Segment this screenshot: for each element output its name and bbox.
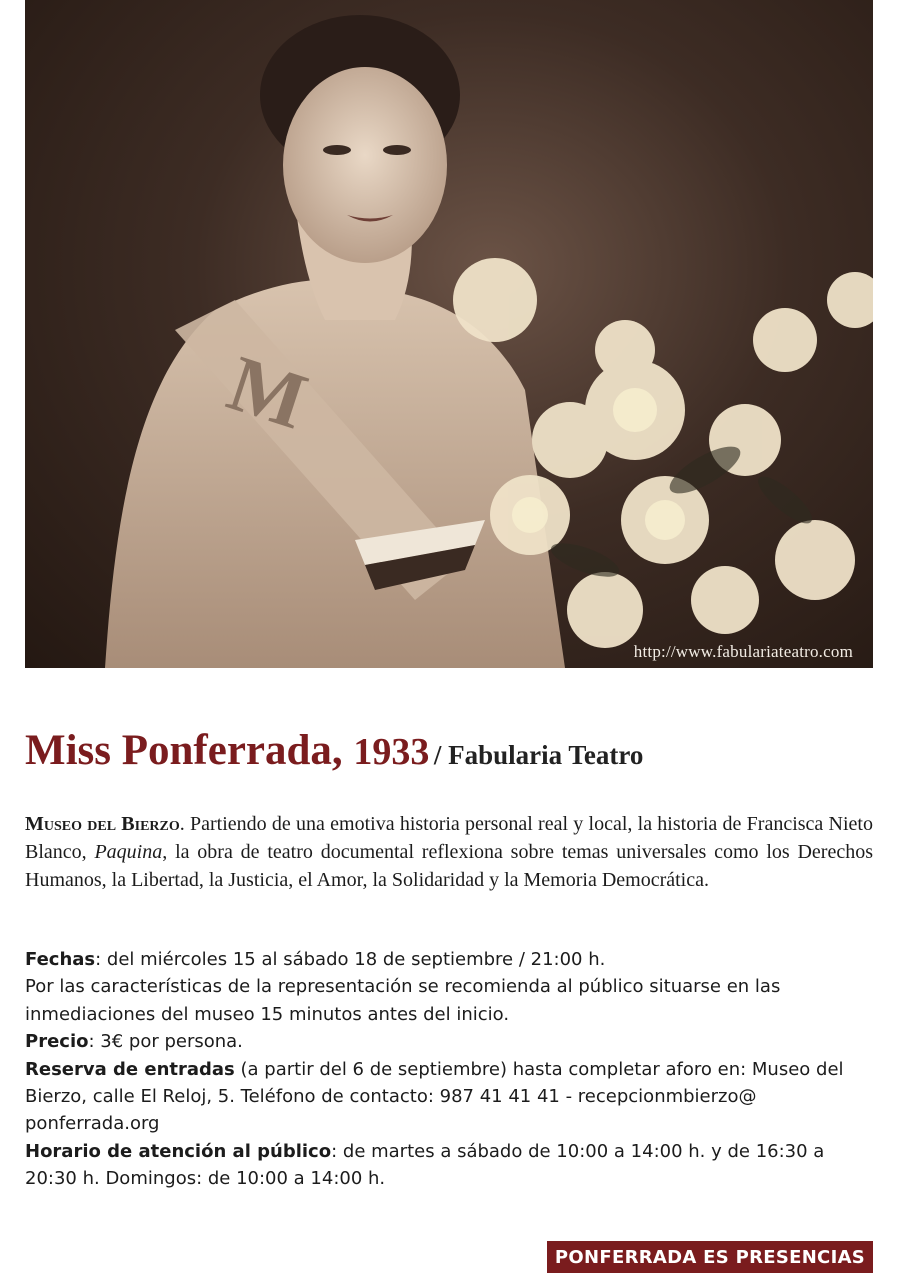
intro-text-a: . Partiendo de una emotiva historia personal real y local, la historia de Francisca Nieto Blanco, [25, 813, 873, 863]
intro-text-b: , la obra de teatro documental reflexiona sobre temas universales como los Derechos Humanos, la Libertad, la Justicia, el Amor, la Solidaridad y la Memoria Democrática. [25, 841, 873, 891]
title-year: 1933 [353, 731, 430, 773]
sash-letter: M [217, 339, 317, 447]
company-subtitle: / Fabularia Teatro [433, 740, 644, 770]
intro-paragraph [25, 810, 873, 894]
event-title [25, 727, 429, 774]
photo-credit: http://www.fabulariateatro.com [633, 642, 853, 661]
event-details [25, 946, 865, 1193]
booking-label: Reserva de entradas [25, 1058, 235, 1080]
title-text: Miss Ponferrada, [25, 727, 343, 774]
venue-name: Museo del Bierzo [25, 813, 180, 835]
price-value: : 3€ por persona. [88, 1031, 243, 1053]
nickname: Paquina [94, 841, 163, 863]
portrait-illustration [25, 0, 873, 668]
dates-label: Fechas [25, 949, 96, 970]
price-label: Precio [25, 1031, 89, 1053]
recommendation-text: Por las características de la representación se recomienda al público situarse en las inmediaciones del museo 15 minutos antes del inicio. [25, 976, 781, 1025]
portrait-photo [25, 0, 873, 668]
title-row [25, 726, 885, 775]
hours-label: Horario de atención al público [25, 1140, 332, 1162]
hours-value: : de martes a sábado de 10:00 a 14:00 h. y de 16:30 a 20:30 h. Domingos: de 10:00 a 14:00 h. [25, 1140, 825, 1190]
dates-value: : del miércoles 15 al sábado 18 de septiembre / 21:00 h. [95, 949, 606, 970]
footer-badge: PONFERRADA ES PRESENCIAS [547, 1241, 873, 1273]
booking-value: (a partir del 6 de septiembre) hasta completar aforo en: Museo del Bierzo, calle El Reloj, 5. Teléfono de contacto: 987 41 41 41 - recepcionmbierzo@ ponferrada.org [25, 1058, 844, 1135]
